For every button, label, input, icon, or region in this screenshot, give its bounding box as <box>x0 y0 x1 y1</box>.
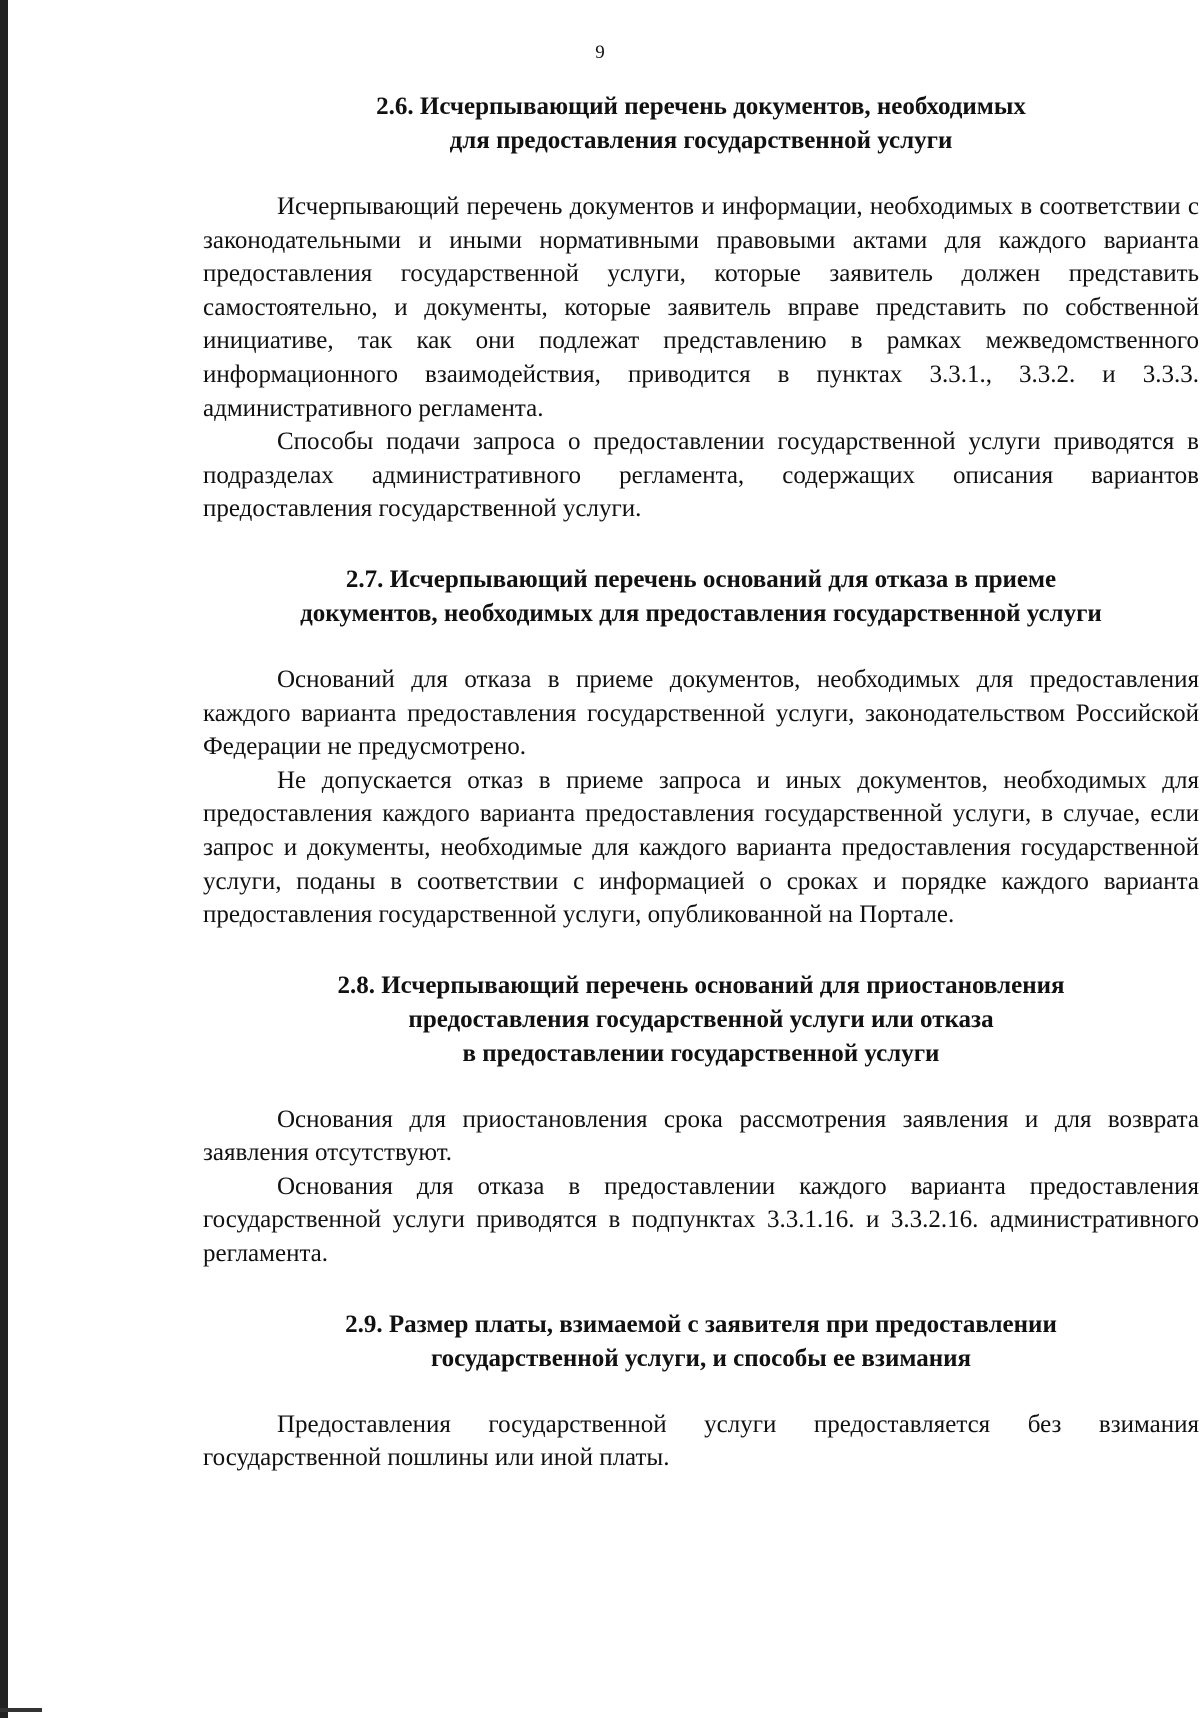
scan-bottom-mark <box>0 1708 42 1712</box>
section-heading <box>203 1308 1199 1376</box>
heading-line: документов, необходимых для предоставления государственной услуги <box>300 599 1102 627</box>
heading-line: в предоставлении государственной услуги <box>462 1039 940 1067</box>
paragraph: Оснований для отказа в приеме документов, необходимых для предоставления каждого варианта предоставления государственной услуги, законодательством Российской Федерации не предусмотрено. <box>203 665 1199 761</box>
paragraph: Основания для отказа в предоставлении каждого варианта предоставления государственной услуги приводятся в подпунктах 3.3.1.16. и 3.3.2.16. административного регламента. <box>203 1172 1199 1268</box>
section-2-7 <box>203 563 1199 932</box>
paragraph: Основания для приостановления срока рассмотрения заявления и для возврата заявления отсутствуют. <box>203 1105 1199 1167</box>
section-heading <box>203 563 1199 631</box>
heading-line: предоставления государственной услуги или отказа <box>408 1005 994 1033</box>
section-2-9 <box>203 1308 1199 1475</box>
heading-line: 2.8. Исчерпывающий перечень оснований для приостановления <box>337 971 1065 999</box>
document-body <box>203 90 1199 1475</box>
section-2-8 <box>203 969 1199 1271</box>
heading-line: 2.6. Исчерпывающий перечень документов, необходимых <box>376 93 1026 120</box>
section-2-6 <box>203 90 1199 526</box>
section-heading <box>203 969 1199 1071</box>
paragraph: Предоставления государственной услуги предоставляется без взимания государственной пошлины или иной платы. <box>203 1410 1199 1472</box>
paragraph: Исчерпывающий перечень документов и информации, необходимых в соответствии с законодательными и иными нормативными правовыми актами для каждого варианта предоставления государственной услуги, которые заявитель должен представить самостоятельно, и документы, которые заявитель вправе представить по собственной инициативе, так как они подлежат представлению в рамках межведомственного информационного взаимодействия, приводится в пунктах 3.3.1., 3.3.2. и 3.3.3. административного регламента. <box>203 193 1199 422</box>
scan-left-edge <box>0 0 8 1718</box>
heading-line: 2.7. Исчерпывающий перечень оснований для отказа в приеме <box>345 565 1057 593</box>
paragraph: Способы подачи запроса о предоставлении государственной услуги приводятся в подразделах административного регламента, содержащих описания вариантов предоставления государственной услуги. <box>203 428 1199 523</box>
heading-line: для предоставления государственной услуги <box>449 127 953 154</box>
paragraph: Не допускается отказ в приеме запроса и иных документов, необходимых для предоставления каждого варианта предоставления государственной услуги, в случае, если запрос и документы, необходимые для каждого варианта предоставления государственной услуги, поданы в соответствии с информацией о сроках и порядке каждого варианта предоставления государственной услуги, опубликованной на Портале. <box>203 766 1199 929</box>
page-number: 9 <box>595 42 605 63</box>
heading-line: государственной услуги, и способы ее взимания <box>430 1344 972 1372</box>
section-heading <box>203 90 1199 158</box>
heading-line: 2.9. Размер платы, взимаемой с заявителя при предоставлении <box>345 1310 1057 1338</box>
